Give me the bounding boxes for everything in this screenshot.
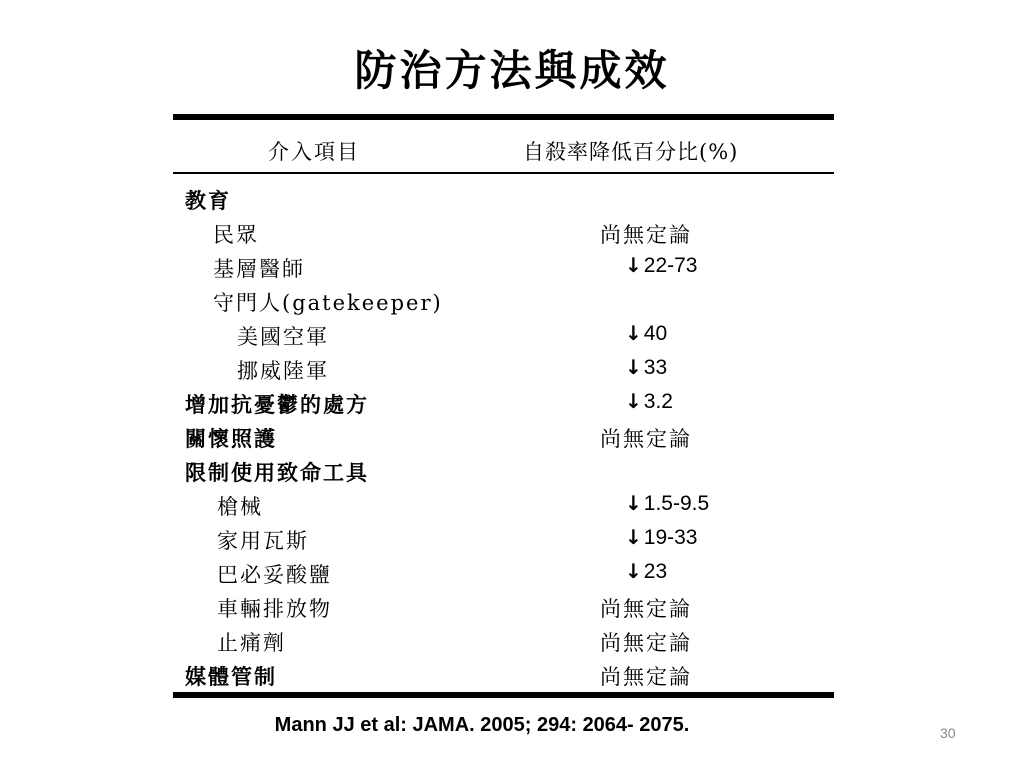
row-label: 美國空軍 [237,325,329,349]
row-value [625,559,667,584]
row-value: 尚無定論 [600,665,692,689]
table-row [173,488,834,522]
table-body [173,182,834,692]
table-row [173,284,834,318]
row-value: 尚無定論 [600,427,692,451]
row-label: 民眾 [213,223,259,247]
row-label: 挪威陸軍 [237,359,329,383]
table-row [173,454,834,488]
row-value-number: 40 [643,322,668,345]
row-value: 尚無定論 [600,223,692,247]
row-label: 止痛劑 [217,631,286,655]
row-label: 車輛排放物 [217,597,332,621]
row-value-number: 19-33 [643,526,698,549]
table-row [173,624,834,658]
row-label [213,287,443,317]
row-label: 增加抗憂鬱的處方 [185,392,369,417]
row-value: 尚無定論 [600,597,692,621]
row-label: 教育 [185,188,231,213]
down-arrow-icon: ↓ [625,559,642,583]
row-label: 家用瓦斯 [217,529,309,553]
table-row [173,420,834,454]
row-label: 巴必妥酸鹽 [217,563,332,587]
down-arrow-icon: ↓ [625,389,642,413]
table-row [173,556,834,590]
row-value-number: 33 [643,356,668,379]
table-header-rule [173,172,834,174]
row-value [625,253,697,278]
table-row [173,182,834,216]
table-row [173,318,834,352]
down-arrow-icon: ↓ [625,525,642,549]
row-value [625,355,667,380]
table-row [173,658,834,692]
table-row [173,590,834,624]
slide-title: 防治方法與成效 [354,46,670,95]
row-value-number: 3.2 [643,390,673,413]
row-label: 關懷照護 [185,426,277,451]
row-value [625,491,709,516]
header-intervention: 介入項目 [268,140,360,164]
row-label: 媒體管制 [185,664,277,689]
citation: Mann JJ et al: JAMA. 2005; 294: 2064- 2075. [274,714,690,736]
header-reduction-percent: 自殺率降低百分比(%) [523,140,739,164]
row-value: 尚無定論 [600,631,692,655]
table-row [173,250,834,284]
table-row [173,352,834,386]
table-row [173,386,834,420]
row-value-number: 22-73 [643,254,698,277]
table-header [173,120,834,172]
row-label-text: 守門人(gatekeeper) [213,291,443,315]
row-label: 限制使用致命工具 [185,460,369,485]
down-arrow-icon: ↓ [625,253,642,277]
row-value-number: 1.5-9.5 [643,492,710,515]
table-row [173,522,834,556]
down-arrow-icon: ↓ [625,355,642,379]
row-value [625,389,673,414]
table-bottom-rule [173,692,834,698]
row-value-number: 23 [643,560,668,583]
row-label: 槍械 [217,495,263,519]
down-arrow-icon: ↓ [625,491,642,515]
page-number: 30 [940,725,956,741]
down-arrow-icon: ↓ [625,321,642,345]
table-row [173,216,834,250]
row-value [625,525,697,550]
row-value [625,321,667,346]
row-label: 基層醫師 [213,257,305,281]
